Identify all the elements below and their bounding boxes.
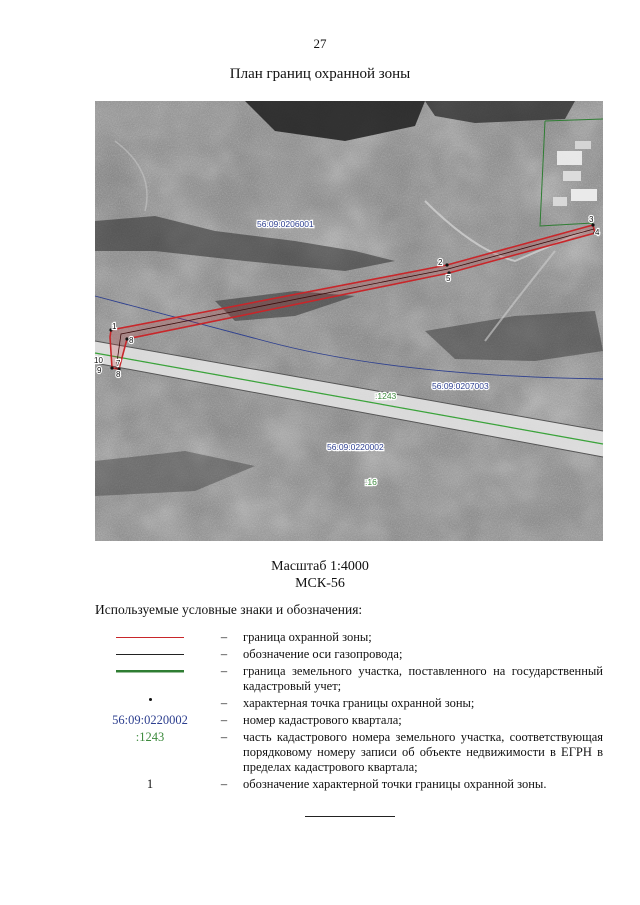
point-label-3: 3 <box>589 215 594 224</box>
legend-dash: – <box>220 630 228 644</box>
point-label-10: 10 <box>94 356 103 365</box>
quarter-label-0206001: 56:09:0206001 <box>257 219 314 229</box>
parcel-number-symbol: :1243 <box>135 730 165 744</box>
legend-dash: – <box>220 647 228 661</box>
legend-desc: номер кадастрового квартала; <box>243 713 402 727</box>
crs-text: МСК-56 <box>295 576 345 591</box>
parcel-label-16: :16 <box>365 477 377 487</box>
legend-desc: обозначение оси газопровода; <box>243 647 403 661</box>
zone-line-symbol <box>116 637 184 638</box>
scale-text: Масштаб 1:4000 <box>271 559 369 574</box>
legend-row-parcel-number <box>95 730 603 775</box>
point-label-1: 1 <box>112 322 117 331</box>
legend-desc: обозначение характерной точки границы охранной зоны. <box>243 777 547 791</box>
parcel-label-1243: :1243 <box>375 391 397 401</box>
parcel-line-symbol <box>116 670 184 673</box>
legend-desc: часть кадастрового номера земельного участка, соответствующая порядковому номеру записи об объекте недвижимости в ЕГРН в пределах кадастрового квартала; <box>243 730 603 774</box>
aerial-map[interactable] <box>95 101 603 541</box>
legend-row-quarter <box>95 713 603 728</box>
point-label-5: 5 <box>446 274 451 283</box>
legend-row-zone <box>95 630 603 645</box>
quarter-label-0207003: 56:09:0207003 <box>432 381 489 391</box>
point-label-8b: 8 <box>116 370 121 379</box>
legend-desc: граница охранной зоны; <box>243 630 372 644</box>
point-label-4: 4 <box>595 228 600 237</box>
page-number: 27 <box>313 36 327 51</box>
legend-dash: – <box>220 713 228 727</box>
legend-dash: – <box>220 696 228 710</box>
axis-line-symbol <box>116 654 184 655</box>
quarter-number-symbol: 56:09:0220002 <box>112 713 188 727</box>
legend-row-point <box>95 696 603 711</box>
legend-dash: – <box>220 664 228 678</box>
legend <box>95 630 603 794</box>
point-dot-symbol <box>149 698 152 701</box>
legend-row-axis <box>95 647 603 662</box>
point-label-9: 9 <box>97 366 102 375</box>
legend-desc: характерная точка границы охранной зоны; <box>243 696 475 710</box>
legend-row-parcel-boundary <box>95 664 603 694</box>
legend-heading: Используемые условные знаки и обозначения: <box>95 602 363 617</box>
legend-dash: – <box>220 777 228 791</box>
footer-divider <box>305 816 395 817</box>
legend-dash: – <box>220 730 228 744</box>
point-label-8a: 8 <box>129 336 134 345</box>
quarter-label-0220002: 56:09:0220002 <box>327 442 384 452</box>
point-number-symbol: 1 <box>146 777 154 791</box>
point-label-2: 2 <box>438 258 443 267</box>
page-title: План границ охранной зоны <box>229 66 411 82</box>
legend-desc: граница земельного участка, поставленного на государственный кадастровый учет; <box>243 664 603 693</box>
scale-block <box>0 558 640 592</box>
legend-row-point-number <box>95 777 603 792</box>
map-canvas <box>95 101 603 541</box>
point-label-7: 7 <box>116 359 121 368</box>
